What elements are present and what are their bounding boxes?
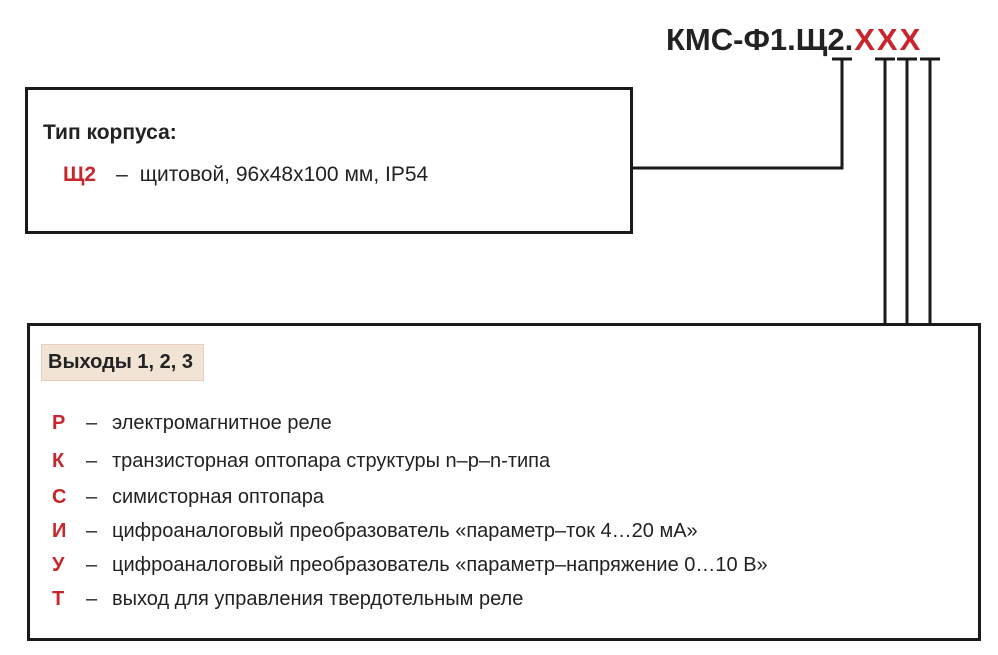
- output-description: цифроаналоговый преобразователь «параметр–ток 4…20 мА»: [112, 520, 698, 542]
- output-code: Т: [52, 588, 65, 610]
- output-description: электромагнитное реле: [112, 412, 332, 434]
- output-code: Р: [52, 412, 66, 434]
- output-dash: –: [86, 450, 98, 472]
- suffix-x-1: X: [854, 22, 875, 57]
- suffix-x-2: X: [876, 22, 898, 57]
- output-item: [52, 552, 768, 578]
- suffix-x-3: X: [899, 22, 921, 57]
- output-description: выход для управления твердотельным реле: [112, 588, 524, 610]
- body-type-code: Щ2: [63, 163, 97, 186]
- output-dash: –: [86, 520, 98, 542]
- connector-body-type: [633, 60, 842, 168]
- body-type-row: [63, 163, 428, 187]
- output-dash: –: [86, 554, 98, 576]
- output-item: [52, 448, 550, 474]
- output-code: К: [52, 450, 65, 472]
- output-item: [52, 410, 332, 436]
- output-item: [52, 518, 698, 544]
- outputs-box: [27, 323, 981, 641]
- body-type-dash: –: [116, 163, 128, 186]
- output-item: [52, 586, 523, 612]
- output-code: У: [52, 554, 65, 576]
- output-code: С: [52, 486, 67, 508]
- model-code-suffix: [854, 22, 922, 57]
- output-description: транзисторная оптопара структуры n–p–n-типа: [112, 450, 551, 472]
- outputs-header: Выходы 1, 2, 3: [41, 344, 204, 381]
- output-dash: –: [86, 412, 98, 434]
- output-dash: –: [86, 486, 98, 508]
- output-description: цифроаналоговый преобразователь «параметр–напряжение 0…10 В»: [112, 554, 768, 576]
- model-code: [666, 22, 922, 58]
- body-type-title: Тип корпуса:: [43, 121, 177, 144]
- body-type-box: [25, 87, 633, 234]
- output-item: [52, 484, 324, 510]
- body-type-description: щитовой, 96x48x100 мм, IP54: [139, 163, 429, 186]
- output-code: И: [52, 520, 67, 542]
- output-dash: –: [86, 588, 98, 610]
- output-description: симисторная оптопара: [112, 486, 325, 508]
- model-code-base: КМС-Ф1.Щ2.: [666, 22, 854, 57]
